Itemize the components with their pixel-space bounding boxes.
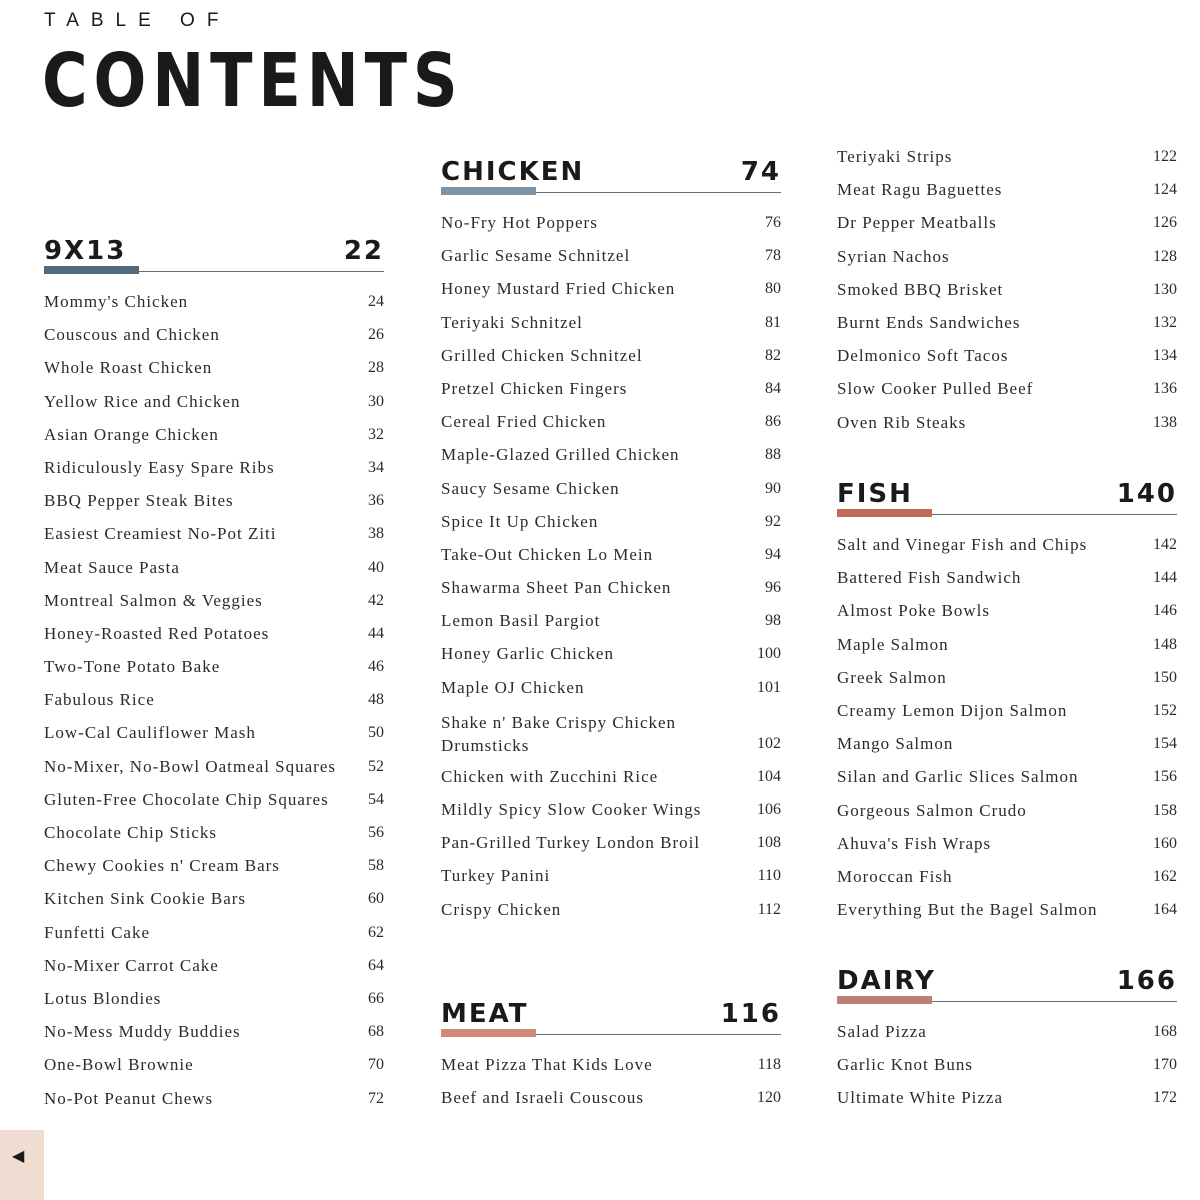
toc-entry[interactable] (441, 866, 781, 899)
toc-entry[interactable] (837, 1088, 1177, 1121)
toc-entry-title: Maple Salmon (837, 634, 949, 654)
toc-entry[interactable] (44, 524, 384, 557)
toc-entry-title: BBQ Pepper Steak Bites (44, 491, 234, 511)
toc-entry-title: Funfetti Cake (44, 922, 151, 942)
toc-entry[interactable] (441, 346, 781, 379)
section-accent-bar (44, 266, 139, 274)
toc-entry-page: 34 (368, 458, 384, 476)
toc-entry-page: 160 (1153, 834, 1177, 852)
toc-entry[interactable] (44, 790, 384, 823)
section-header-meat (441, 999, 781, 1039)
toc-entry[interactable] (837, 213, 1177, 246)
toc-entry[interactable] (837, 701, 1177, 734)
toc-entry-title: No-Mixer, No-Bowl Oatmeal Squares (44, 756, 336, 776)
toc-entry[interactable] (44, 823, 384, 856)
toc-entry[interactable] (44, 757, 384, 790)
section-list-meat-continued (837, 147, 1177, 446)
section-header-fish (837, 479, 1177, 519)
toc-entry-page: 130 (1153, 280, 1177, 298)
section-list-chicken (441, 213, 781, 933)
toc-entry-title: Silan and Garlic Slices Salmon (837, 767, 1079, 787)
toc-entry-title: Pretzel Chicken Fingers (441, 378, 628, 398)
toc-entry[interactable] (441, 833, 781, 866)
toc-entry[interactable] (44, 292, 384, 325)
toc-entry-page: 54 (368, 790, 384, 808)
toc-entry[interactable] (44, 923, 384, 956)
toc-entry[interactable] (441, 678, 781, 711)
toc-entry-title: Meat Ragu Baguettes (837, 180, 1003, 200)
toc-entry-title: Saucy Sesame Chicken (441, 478, 620, 498)
toc-entry-page: 164 (1153, 901, 1177, 919)
toc-entry-title: Shawarma Sheet Pan Chicken (441, 578, 672, 598)
section-list-9x13 (44, 292, 384, 1122)
toc-entry-title: Battered Fish Sandwich (837, 568, 1022, 588)
section-title: FISH (837, 479, 913, 509)
toc-entry[interactable] (441, 445, 781, 478)
toc-entry-title: Yellow Rice and Chicken (44, 391, 241, 411)
toc-entry-title: Meat Sauce Pasta (44, 557, 180, 577)
toc-entry[interactable] (441, 611, 781, 644)
section-title: MEAT (441, 999, 529, 1029)
toc-entry-page: 126 (1153, 214, 1177, 232)
toc-entry-page: 46 (368, 658, 384, 676)
toc-entry-page: 60 (368, 890, 384, 908)
toc-entry[interactable] (441, 279, 781, 312)
toc-entry-title: Shake n' Bake Crispy Chicken Drumsticks (441, 712, 677, 755)
toc-entry-page: 156 (1153, 768, 1177, 786)
toc-entry[interactable] (44, 856, 384, 889)
toc-entry-page: 78 (765, 247, 781, 265)
toc-entry-page: 112 (757, 900, 781, 918)
section-accent-bar (441, 1029, 536, 1037)
toc-entry-title: Crispy Chicken (441, 899, 562, 919)
toc-entry-title: Maple OJ Chicken (441, 677, 585, 697)
toc-entry-title: Salt and Vinegar Fish and Chips (837, 535, 1088, 554)
toc-entry-title: No-Fry Hot Poppers (441, 213, 598, 232)
toc-entry-page: 120 (757, 1089, 781, 1107)
toc-entry-page: 94 (765, 545, 781, 563)
toc-entry-title: Salad Pizza (837, 1022, 927, 1041)
toc-entry-title: Teriyaki Schnitzel (441, 312, 583, 332)
section-header-chicken (441, 157, 781, 197)
toc-entry-title: No-Mess Muddy Buddies (44, 1022, 241, 1042)
toc-entry[interactable] (837, 313, 1177, 346)
toc-entry-page: 40 (368, 558, 384, 576)
page-title: CONTENTS (42, 38, 464, 124)
toc-entry[interactable] (837, 535, 1177, 568)
toc-entry[interactable] (44, 723, 384, 756)
section-header-dairy (837, 966, 1177, 1006)
toc-entry-page: 170 (1153, 1056, 1177, 1074)
toc-entry[interactable] (837, 601, 1177, 634)
toc-entry-title: Moroccan Fish (837, 866, 953, 886)
toc-entry-title: Easiest Creamiest No-Pot Ziti (44, 524, 277, 544)
toc-entry[interactable] (44, 889, 384, 922)
toc-entry-page: 90 (765, 479, 781, 497)
section-header-9x13 (44, 236, 384, 276)
toc-entry-title: Meat Pizza That Kids Love (441, 1055, 653, 1074)
section-title: DAIRY (837, 966, 936, 996)
toc-entry-page: 64 (368, 956, 384, 974)
toc-entry-title: Turkey Panini (441, 866, 551, 886)
toc-entry-title: Almost Poke Bowls (837, 601, 991, 621)
section-accent-bar (441, 187, 536, 195)
toc-entry[interactable] (441, 1055, 781, 1088)
section-page: 116 (720, 999, 781, 1029)
toc-entry[interactable] (44, 690, 384, 723)
toc-entry[interactable] (837, 379, 1177, 412)
toc-entry-page: 92 (765, 512, 781, 530)
toc-entry[interactable] (441, 412, 781, 445)
toc-entry-page: 84 (765, 379, 781, 397)
toc-entry[interactable] (44, 1022, 384, 1055)
toc-entry[interactable] (44, 1089, 384, 1122)
toc-entry-page: 44 (368, 624, 384, 642)
toc-entry-title: Dr Pepper Meatballs (837, 213, 997, 233)
toc-entry[interactable] (837, 280, 1177, 313)
toc-entry[interactable] (837, 346, 1177, 379)
toc-entry-title: Chicken with Zucchini Rice (441, 766, 659, 786)
toc-entry[interactable] (44, 325, 384, 358)
toc-entry-title: Spice It Up Chicken (441, 511, 599, 531)
toc-entry[interactable] (44, 358, 384, 391)
toc-entry-page: 88 (765, 446, 781, 464)
toc-entry-page: 148 (1153, 635, 1177, 653)
toc-entry[interactable] (441, 578, 781, 611)
toc-entry-title: Asian Orange Chicken (44, 424, 219, 444)
toc-entry-page: 122 (1153, 148, 1177, 165)
toc-entry-page: 81 (765, 313, 781, 331)
toc-entry-page: 80 (765, 280, 781, 298)
toc-entry-title: Honey-Roasted Red Potatoes (44, 623, 270, 643)
toc-entry-title: Honey Garlic Chicken (441, 644, 614, 664)
toc-entry-title: Syrian Nachos (837, 246, 950, 266)
page-corner-tab (0, 1130, 44, 1200)
toc-entry[interactable] (44, 989, 384, 1022)
toc-entry-page: 104 (757, 767, 781, 785)
toc-entry[interactable] (441, 1088, 781, 1121)
section-title: 9X13 (44, 236, 127, 266)
toc-entry-title: Beef and Israeli Couscous (441, 1088, 644, 1108)
toc-entry[interactable] (441, 246, 781, 279)
toc-entry-page: 128 (1153, 247, 1177, 265)
toc-entry-title: Mommy's Chicken (44, 292, 189, 311)
toc-entry[interactable] (837, 900, 1177, 933)
toc-entry-page: 72 (368, 1089, 384, 1107)
toc-entry-title: Smoked BBQ Brisket (837, 279, 1004, 299)
section-accent-bar (837, 509, 932, 517)
section-list-meat (441, 1055, 781, 1121)
toc-entry-title: Lotus Blondies (44, 988, 162, 1008)
toc-entry-page: 76 (765, 214, 781, 231)
toc-entry[interactable] (837, 180, 1177, 213)
section-page: 166 (1116, 966, 1177, 996)
toc-entry-page: 68 (368, 1023, 384, 1041)
toc-entry-page: 62 (368, 923, 384, 941)
toc-entry-title: Garlic Knot Buns (837, 1055, 973, 1075)
toc-entry-page: 108 (757, 834, 781, 852)
toc-entry-page: 32 (368, 425, 384, 443)
toc-entry-title: One-Bowl Brownie (44, 1055, 194, 1075)
toc-entry-title: Montreal Salmon & Veggies (44, 590, 263, 610)
toc-entry-page: 172 (1153, 1089, 1177, 1107)
toc-entry-title: No-Pot Peanut Chews (44, 1088, 214, 1108)
toc-entry[interactable] (441, 313, 781, 346)
toc-entry-title: Gorgeous Salmon Crudo (837, 800, 1027, 820)
section-list-dairy (837, 1022, 1177, 1122)
toc-entry[interactable] (44, 591, 384, 624)
toc-entry[interactable] (837, 635, 1177, 668)
toc-entry-page: 82 (765, 346, 781, 364)
toc-entry[interactable] (44, 558, 384, 591)
toc-entry-title: Pan-Grilled Turkey London Broil (441, 833, 701, 853)
toc-entry[interactable] (837, 568, 1177, 601)
section-accent-bar (837, 996, 932, 1004)
section-page: 74 (740, 157, 781, 187)
toc-entry-page: 142 (1153, 536, 1177, 553)
toc-entry[interactable] (837, 767, 1177, 800)
toc-entry[interactable] (44, 392, 384, 425)
toc-entry-page: 96 (765, 579, 781, 597)
toc-entry-page: 118 (757, 1056, 781, 1073)
toc-entry[interactable] (837, 668, 1177, 701)
toc-entry-page: 150 (1153, 668, 1177, 686)
toc-entry-title: Gluten-Free Chocolate Chip Squares (44, 789, 329, 809)
toc-entry-title: Oven Rib Steaks (837, 412, 967, 432)
toc-entry-title: Two-Tone Potato Bake (44, 657, 221, 677)
toc-entry-page: 28 (368, 359, 384, 377)
toc-entry[interactable] (837, 147, 1177, 180)
toc-entry[interactable] (441, 545, 781, 578)
toc-entry[interactable] (44, 956, 384, 989)
toc-entry[interactable] (837, 247, 1177, 280)
toc-entry-page: 136 (1153, 380, 1177, 398)
toc-entry-page: 24 (368, 293, 384, 310)
toc-entry[interactable] (837, 413, 1177, 446)
toc-entry[interactable] (441, 213, 781, 246)
toc-entry-title: Teriyaki Strips (837, 147, 953, 166)
toc-entry-page: 100 (757, 645, 781, 663)
toc-entry-page: 168 (1153, 1023, 1177, 1040)
toc-entry-page: 52 (368, 757, 384, 775)
toc-entry-page: 36 (368, 492, 384, 510)
toc-entry-title: Mango Salmon (837, 734, 954, 754)
toc-entry-page: 152 (1153, 701, 1177, 719)
toc-entry-title: Fabulous Rice (44, 690, 155, 710)
toc-entry[interactable] (837, 734, 1177, 767)
toc-entry[interactable] (441, 379, 781, 412)
toc-entry-page: 98 (765, 612, 781, 630)
toc-entry[interactable] (44, 491, 384, 524)
toc-entry-page: 144 (1153, 569, 1177, 587)
toc-entry-title: Couscous and Chicken (44, 325, 220, 345)
toc-entry[interactable] (837, 867, 1177, 900)
toc-entry-page: 134 (1153, 347, 1177, 365)
toc-entry-title: Greek Salmon (837, 667, 947, 687)
toc-entry-title: Grilled Chicken Schnitzel (441, 345, 643, 365)
toc-entry-page: 26 (368, 326, 384, 344)
toc-entry-page: 38 (368, 525, 384, 543)
section-page: 140 (1116, 479, 1177, 509)
toc-entry-page: 132 (1153, 313, 1177, 331)
toc-entry-page: 162 (1153, 867, 1177, 885)
toc-entry-title: Mildly Spicy Slow Cooker Wings (441, 800, 702, 819)
toc-entry[interactable] (837, 801, 1177, 834)
toc-entry[interactable] (44, 624, 384, 657)
section-title: CHICKEN (441, 157, 585, 187)
toc-entry[interactable] (837, 834, 1177, 867)
toc-entry-page: 86 (765, 413, 781, 431)
toc-entry-title: Honey Mustard Fried Chicken (441, 279, 676, 299)
toc-entry-page: 154 (1153, 735, 1177, 753)
toc-entry[interactable] (441, 644, 781, 677)
toc-entry[interactable] (837, 1055, 1177, 1088)
section-page: 22 (343, 236, 384, 266)
toc-entry-title: Take-Out Chicken Lo Mein (441, 544, 654, 564)
toc-entry-page: 66 (368, 989, 384, 1007)
toc-entry-title: Cereal Fried Chicken (441, 412, 607, 432)
toc-entry-page: 50 (368, 724, 384, 742)
toc-entry-page: 158 (1153, 801, 1177, 819)
toc-entry-title: Delmonico Soft Tacos (837, 346, 1009, 366)
toc-entry[interactable] (441, 512, 781, 545)
toc-entry-title: Ahuva's Fish Wraps (837, 833, 992, 853)
toc-entry[interactable] (441, 767, 781, 800)
toc-entry-page: 58 (368, 857, 384, 875)
toc-entry-title: Burnt Ends Sandwiches (837, 312, 1021, 332)
arrow-left-icon[interactable]: ◀ (12, 1146, 25, 1165)
toc-entry-title: Maple-Glazed Grilled Chicken (441, 445, 680, 465)
toc-entry-page: 70 (368, 1056, 384, 1074)
toc-entry[interactable] (837, 1022, 1177, 1055)
toc-entry[interactable] (44, 657, 384, 690)
toc-entry-title: Chewy Cookies n' Cream Bars (44, 856, 280, 876)
toc-entry-page: 101 (757, 678, 781, 696)
toc-entry-page: 42 (368, 591, 384, 609)
section-list-fish (837, 535, 1177, 933)
toc-entry[interactable] (44, 1055, 384, 1088)
toc-entry-page: 110 (757, 867, 781, 885)
toc-entry-title: Ridiculously Easy Spare Ribs (44, 457, 275, 477)
toc-entry[interactable] (441, 711, 781, 767)
toc-entry-title: Slow Cooker Pulled Beef (837, 379, 1034, 399)
toc-entry-page: 146 (1153, 602, 1177, 620)
toc-entry[interactable] (44, 458, 384, 491)
toc-kicker: TABLE OF (44, 10, 231, 31)
toc-entry-page: 102 (757, 734, 781, 752)
toc-entry[interactable] (441, 800, 781, 833)
toc-entry-title: Low-Cal Cauliflower Mash (44, 723, 256, 743)
toc-entry-title: No-Mixer Carrot Cake (44, 955, 219, 975)
toc-entry-page: 48 (368, 691, 384, 709)
toc-entry-title: Chocolate Chip Sticks (44, 823, 218, 842)
toc-entry[interactable] (441, 900, 781, 933)
toc-entry-title: Ultimate White Pizza (837, 1088, 1004, 1108)
toc-entry-page: 138 (1153, 413, 1177, 431)
toc-entry-title: Creamy Lemon Dijon Salmon (837, 700, 1068, 720)
toc-entry-title: Everything But the Bagel Salmon (837, 900, 1098, 920)
toc-entry[interactable] (44, 425, 384, 458)
toc-entry-page: 124 (1153, 181, 1177, 199)
toc-entry[interactable] (441, 479, 781, 512)
toc-entry-title: Lemon Basil Pargiot (441, 611, 601, 631)
toc-entry-page: 56 (368, 824, 384, 841)
toc-entry-page: 30 (368, 392, 384, 410)
toc-entry-title: Garlic Sesame Schnitzel (441, 246, 631, 266)
toc-entry-title: Kitchen Sink Cookie Bars (44, 889, 247, 909)
toc-entry-title: Whole Roast Chicken (44, 358, 213, 378)
toc-entry-page: 106 (757, 801, 781, 818)
